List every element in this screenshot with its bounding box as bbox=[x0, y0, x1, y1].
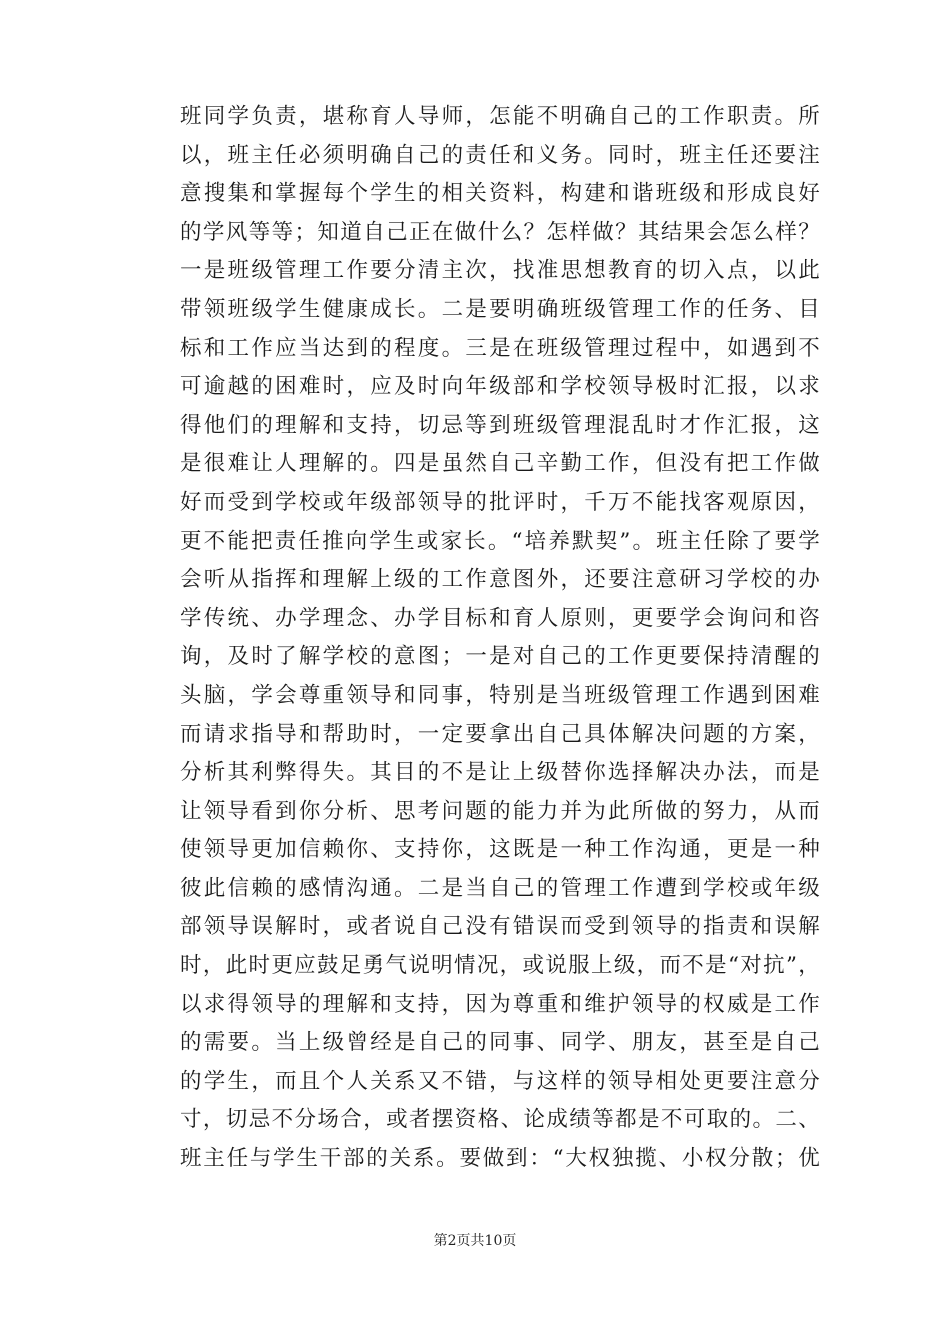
text-line: 使领导更加信赖你、支持你，这既是一种工作沟通，更是一种 bbox=[180, 837, 820, 863]
text-line: 以，班主任必须明确自己的责任和义务。同时，班主任还要注 bbox=[180, 142, 820, 168]
page-footer bbox=[0, 1230, 950, 1250]
text-line: 的学生，而且个人关系又不错，与这样的领导相处更要注意分 bbox=[180, 1068, 820, 1094]
body-text bbox=[180, 98, 820, 1179]
text-line: 的需要。当上级曾经是自己的同事、同学、朋友，甚至是自己 bbox=[180, 1030, 820, 1056]
text-line: 得他们的理解和支持，切忌等到班级管理混乱时才作汇报，这 bbox=[180, 412, 820, 438]
text-line: 班主任与学生干部的关系。要做到：“大权独揽、小权分散；优 bbox=[180, 1146, 820, 1172]
text-line: 询，及时了解学校的意图；一是对自己的工作更要保持清醒的 bbox=[180, 644, 820, 670]
text-line: 让领导看到你分析、思考问题的能力并为此所做的努力，从而 bbox=[180, 798, 820, 824]
text-line: 学传统、办学理念、办学目标和育人原则，更要学会询问和咨 bbox=[180, 605, 820, 631]
text-line: 而请求指导和帮助时，一定要拿出自己具体解决问题的方案， bbox=[180, 721, 820, 747]
text-line: 一是班级管理工作要分清主次，找准思想教育的切入点，以此 bbox=[180, 258, 820, 284]
text-line: 意搜集和掌握每个学生的相关资料，构建和谐班级和形成良好 bbox=[180, 181, 820, 207]
text-line: 的学风等等；知道自己正在做什么？怎样做？其结果会怎么样？ bbox=[180, 219, 820, 245]
text-line: 时，此时更应鼓足勇气说明情况，或说服上级，而不是“对抗”， bbox=[180, 953, 820, 979]
text-line: 彼此信赖的感情沟通。二是当自己的管理工作遭到学校或年级 bbox=[180, 875, 820, 901]
text-line: 是很难让人理解的。四是虽然自己辛勤工作，但没有把工作做 bbox=[180, 451, 820, 477]
page-number: 第2页共10页 bbox=[433, 1233, 517, 1249]
text-line: 好而受到学校或年级部领导的批评时，千万不能找客观原因， bbox=[180, 489, 820, 515]
text-line: 可逾越的困难时，应及时向年级部和学校领导极时汇报，以求 bbox=[180, 374, 820, 400]
text-line: 部领导误解时，或者说自己没有错误而受到领导的指责和误解 bbox=[180, 914, 820, 940]
text-line: 以求得领导的理解和支持，因为尊重和维护领导的权威是工作 bbox=[180, 991, 820, 1017]
text-line: 寸，切忌不分场合，或者摆资格、论成绩等都是不可取的。二、 bbox=[180, 1107, 820, 1133]
text-line: 分析其利弊得失。其目的不是让上级替你选择解决办法，而是 bbox=[180, 760, 820, 786]
text-line: 会听从指挥和理解上级的工作意图外，还要注意研习学校的办 bbox=[180, 567, 820, 593]
text-line: 标和工作应当达到的程度。三是在班级管理过程中，如遇到不 bbox=[180, 335, 820, 361]
text-line: 头脑，学会尊重领导和同事，特别是当班级管理工作遇到困难 bbox=[180, 682, 820, 708]
text-line: 带领班级学生健康成长。二是要明确班级管理工作的任务、目 bbox=[180, 296, 820, 322]
text-line: 更不能把责任推向学生或家长。“培养默契”。班主任除了要学 bbox=[180, 528, 820, 554]
text-line: 班同学负责，堪称育人导师，怎能不明确自己的工作职责。所 bbox=[180, 104, 820, 129]
